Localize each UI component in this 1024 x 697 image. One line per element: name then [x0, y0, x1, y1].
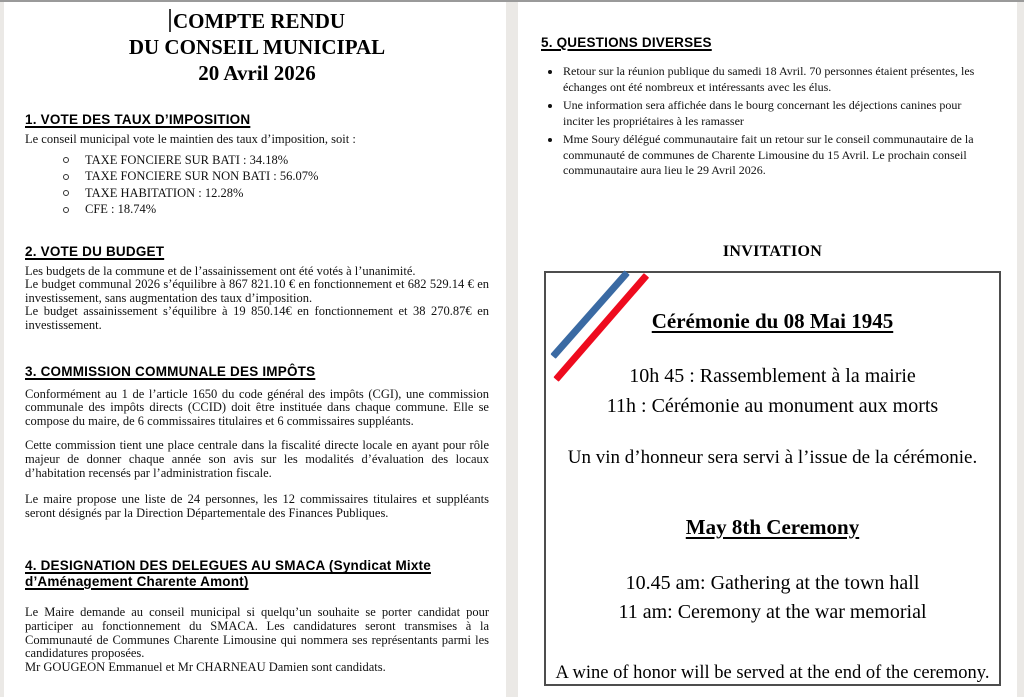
schedule-line[interactable]: 11h : Cérémonie au monument aux morts — [606, 394, 939, 417]
ceremony-heading-fr[interactable]: Cérémonie du 08 Mai 1945 — [651, 308, 894, 333]
document-title[interactable] — [25, 8, 489, 86]
schedule-line[interactable]: 11 am: Ceremony at the war memorial — [618, 600, 927, 623]
section-2-paragraph[interactable]: Le budget assainissement s’équilibre à 19 850.14€ en fonctionnement et 38 270.87€ en investissement. — [25, 304, 489, 332]
section-3-paragraph[interactable]: Conformément au 1 de l’article 1650 du code général des impôts (CGI), une commission communale des impôts directs (CCID) doit être instituée dans chaque commune. Elle se compose du maire, de 6 commissaires titulaires et 6 commissaires suppléants. — [25, 386, 489, 428]
section-1-intro[interactable]: Le conseil municipal vote le maintien des taux d’imposition, soit : — [25, 132, 356, 146]
section-5-heading[interactable]: 5. QUESTIONS DIVERSES — [541, 35, 712, 50]
section-4-paragraph[interactable]: Le Maire demande au conseil municipal si quelqu’un souhaite se porter candidat pour participer au fonctionnement du SMACA. Les candidatures seront transmises à la Communauté de Communes Charente Limousine qui nommera ses représentants parmi les candidatures proposées. — [25, 605, 489, 661]
section-3-paragraph[interactable]: Le maire propose une liste de 24 personnes, les 12 commissaires titulaires et suppléants seront désignés par la Direction Départementale des Finances Publiques. — [25, 492, 489, 520]
ceremony-schedule-fr[interactable] — [546, 361, 999, 421]
list-item[interactable]: TAXE FONCIERE SUR BATI : 34.18% — [85, 152, 489, 169]
invitation-title[interactable]: INVITATION — [722, 242, 823, 260]
ceremony-schedule-en[interactable] — [546, 569, 999, 627]
page-1[interactable] — [4, 2, 506, 697]
questions-diverses-list[interactable] — [541, 64, 985, 179]
list-item[interactable]: TAXE HABITATION : 12.28% — [85, 185, 489, 202]
section-3-heading[interactable]: 3. COMMISSION COMMUNALE DES IMPÔTS — [25, 363, 316, 379]
invitation-section[interactable] — [544, 243, 1001, 686]
list-item[interactable]: • Une information sera affichée dans le bourg concernant les déjections canines pour inciter les propriétaires à les ramasser — [562, 98, 985, 129]
list-item[interactable]: TAXE FONCIERE SUR NON BATI : 56.07% — [85, 168, 489, 185]
section-2-heading[interactable]: 2. VOTE DU BUDGET — [25, 243, 165, 259]
invitation-box[interactable] — [544, 271, 1001, 686]
schedule-line[interactable]: 10h 45 : Rassemblement à la mairie — [629, 364, 916, 387]
tax-rates-list[interactable] — [25, 152, 489, 218]
title-line-3[interactable]: 20 Avril 2026 — [198, 61, 316, 85]
list-item[interactable]: CFE : 18.74% — [85, 201, 489, 218]
list-item[interactable]: • Mme Soury délégué communautaire fait un retour sur le conseil communautaire de la communauté de communes de Charente Limousine du 15 Avril. Le prochain conseil communautaire aura lieu le 29 Avril 2026. — [562, 132, 985, 179]
ceremony-heading-en[interactable]: May 8th Ceremony — [685, 514, 860, 539]
schedule-line[interactable]: 10.45 am: Gathering at the town hall — [625, 571, 920, 594]
section-1-heading[interactable]: 1. VOTE DES TAUX D’IMPOSITION — [25, 112, 251, 127]
section-3-paragraph[interactable]: Cette commission tient une place centrale dans la fiscalité directe locale en ayant pour rôle majeur de donner chaque année son avis sur les modalités d’évaluation des locaux d’habitation recensés par l’administration fiscale. — [25, 438, 489, 480]
page-2[interactable] — [518, 2, 1017, 697]
ceremony-note-fr[interactable]: Un vin d’honneur sera servi à l’issue de la cérémonie. — [567, 446, 978, 468]
ceremony-note-en[interactable]: A wine of honor will be served at the end of the ceremony. — [555, 662, 990, 683]
list-item[interactable]: • Retour sur la réunion publique du samedi 18 Avril. 70 personnes étaient présentes, les échanges ont été nombreux et intéressants avec les élus. — [562, 64, 985, 95]
section-4-paragraph[interactable]: Mr GOUGEON Emmanuel et Mr CHARNEAU Damien sont candidats. — [25, 659, 386, 674]
title-line-2[interactable]: DU CONSEIL MUNICIPAL — [128, 35, 386, 59]
title-line-1[interactable]: COMPTE RENDU — [25, 8, 489, 34]
text-cursor — [169, 9, 171, 32]
section-2-paragraph[interactable]: Les budgets de la commune et de l’assainissement ont été votés à l’unanimité. — [25, 263, 416, 278]
section-4-heading[interactable]: 4. DESIGNATION DES DELEGUES AU SMACA (Syndicat Mixte d’Aménagement Charente Amont) — [25, 558, 431, 590]
section-2-paragraph[interactable]: Le budget communal 2026 s’équilibre à 867 821.10 € en fonctionnement et 682 529.14 € en investissement, sans augmentation des taux d’imposition. — [25, 277, 489, 305]
